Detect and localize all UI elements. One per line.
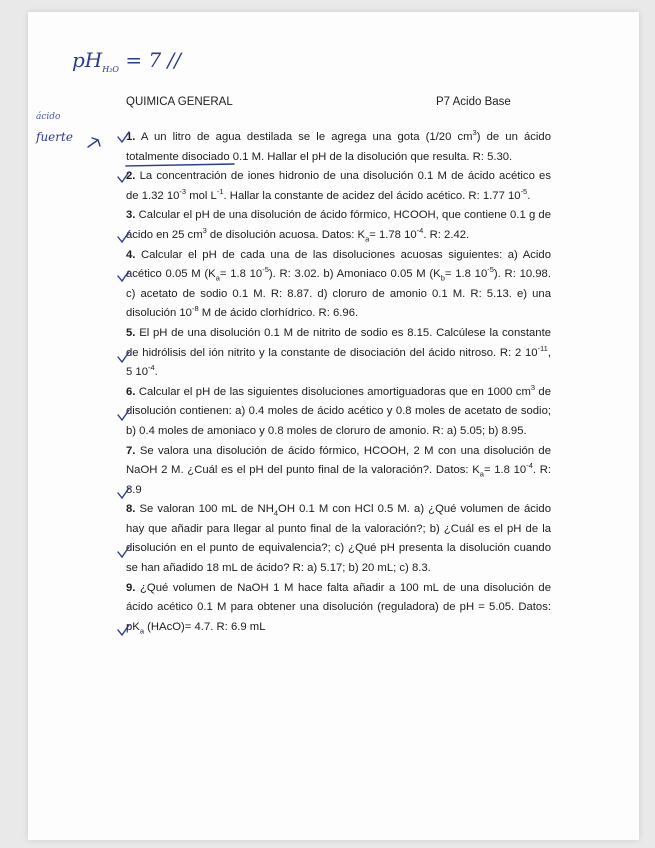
- problem-3: [126, 206, 551, 245]
- problem-text: M de ácido clorhídrico. R: 6.96.: [198, 307, 359, 320]
- problem-text: = 1.8 10: [483, 464, 527, 477]
- problem-text: ) de un ácido totalmente disociado 0.1 M. Hallar el pH de la disolución que resulta. R: 5.30.: [126, 131, 551, 163]
- problem-number: 9.: [126, 581, 136, 594]
- problem-5: [126, 324, 551, 383]
- problem-text: .: [154, 366, 158, 379]
- problem-number: 4.: [126, 248, 136, 261]
- problem-number: 3.: [126, 209, 136, 222]
- problem-6: [126, 383, 551, 442]
- problem-text: . Hallar la constante de acidez del ácido acético. R: 1.77 10: [223, 189, 521, 202]
- problem-list: [126, 128, 551, 637]
- practice-title: P7 Acido Base: [436, 96, 511, 108]
- subscript: b: [440, 273, 445, 283]
- superscript: 3: [530, 382, 536, 392]
- problem-text: de disolución contienen: a) 0.4 moles de ácido acético y 0.8 moles de acetato de sodio; b) 0.4 moles de amoniaco y 0.8 moles de cloruro de amonio. R: a) 5.05; b) 8.95.: [126, 385, 551, 437]
- problem-number: 2.: [126, 170, 136, 183]
- handwritten-ph-base: pH: [72, 48, 103, 72]
- subscript: a: [215, 273, 220, 283]
- problem-text: = 1.8 10: [444, 268, 488, 281]
- subscript: 4: [273, 508, 279, 518]
- handwritten-ph-note: [72, 48, 181, 72]
- problem-2: [126, 167, 551, 206]
- superscript: -3: [179, 187, 187, 197]
- problem-text: Calcular el pH de una disolución de ácido fórmico, HCOOH, que contiene 0.1 g de ácido en 25 cm: [126, 209, 552, 241]
- superscript: -5: [520, 187, 528, 197]
- problem-text: . R: 8.9: [126, 464, 552, 496]
- problem-text: A un litro de agua destilada se le agrega una gota (1/20 cm: [140, 131, 473, 143]
- superscript: 3: [472, 128, 477, 138]
- problem-number: 1.: [126, 131, 136, 143]
- superscript: -5: [262, 265, 269, 275]
- handwritten-ph-sub: H₂O: [102, 65, 119, 74]
- problem-text: ¿Qué volumen de NaOH 1 M hace falta añadir a 100 mL de una disolución de ácido acético 0.1 M para obtener una disolución (reguladora) de pH = 5.05. Datos: pK: [126, 581, 552, 633]
- problem-text: El pH de una disolución 0.1 M de nitrito de sodio es 8.15. Calcúlese la constante de hidrólisis del ión nitrito y la constante de disociación del ácido nitroso. R: 2 10: [126, 326, 551, 359]
- handwritten-ph-value: = 7 //: [125, 48, 182, 72]
- problem-4: [126, 246, 551, 324]
- problem-text: mol L: [186, 189, 217, 202]
- superscript: -4: [416, 226, 424, 236]
- problem-text: ). R: 3.02. b) Amoniaco 0.05 M (K: [268, 268, 441, 281]
- problem-text: Calcular el pH de las siguientes disoluciones amortiguadoras que en 1000 cm: [138, 385, 531, 398]
- problem-9: [126, 579, 551, 638]
- problem-text: Se valora una disolución de ácido fórmico, HCOOH, 2 M con una disolución de NaOH 2 M. ¿Cuál es el pH del punto final de la valoración?. Datos: K: [126, 444, 551, 477]
- problem-text: OH 0.1 M con HCl 0.5 M. a) ¿Qué volumen de ácido hay que añadir para llegar al punto final de la valoración?; b) ¿Cuál es el pH de la disolución en el punto de equivalencia?; c) ¿Qué pH presenta la disolución cuando se han añadido 18 mL de ácido? R: a) 5.17; b) 20 mL; c) 8.3.: [126, 503, 551, 575]
- superscript: -11: [537, 343, 548, 353]
- problem-text: .: [527, 189, 531, 202]
- problem-number: 7.: [126, 444, 136, 457]
- problem-text: . R: 2.42.: [423, 228, 470, 241]
- margin-note-acido: ácido: [36, 112, 61, 122]
- superscript: -8: [191, 304, 199, 314]
- problem-7: [126, 442, 551, 501]
- superscript: -1: [216, 187, 224, 197]
- superscript: -4: [526, 461, 533, 471]
- problem-number: 6.: [126, 385, 136, 398]
- problem-text: Se valoran 100 mL de NH: [139, 503, 274, 516]
- problem-text: = 1.78 10: [369, 228, 417, 241]
- problem-number: 5.: [126, 326, 136, 339]
- subscript: a: [365, 234, 370, 244]
- problem-text: Calcular el pH de cada una de las disoluciones acuosas siguientes: a) Acido acético 0.05 M (K: [126, 248, 552, 281]
- problem-number: 8.: [126, 503, 136, 516]
- problem-8: [126, 500, 551, 578]
- subscript: a: [139, 626, 144, 636]
- problem-text: , 5 10: [126, 346, 551, 379]
- superscript: -4: [148, 363, 155, 373]
- margin-note-fuerte: fuerte: [36, 130, 73, 144]
- problem-text: (HAcO)= 4.7. R: 6.9 mL: [144, 620, 266, 633]
- problem-text: = 1.8 10: [219, 268, 263, 281]
- subscript: a: [479, 469, 484, 479]
- problem-text: ). R: 10.98. c) acetato de sodio 0.1 M. R: 8.87. d) cloruro de amonio 0.1 M. R: 5.13. e) una disolución 10: [126, 268, 551, 320]
- problem-text: La concentración de iones hidronio de una disolución 0.1 M de ácido acético es de 1.32 10: [126, 170, 551, 202]
- problem-text: de disolución acuosa. Datos: K: [206, 228, 366, 241]
- course-title: QUIMICA GENERAL: [126, 96, 233, 108]
- problem-1: [126, 128, 551, 167]
- superscript: 3: [202, 226, 207, 236]
- superscript: -5: [487, 265, 494, 275]
